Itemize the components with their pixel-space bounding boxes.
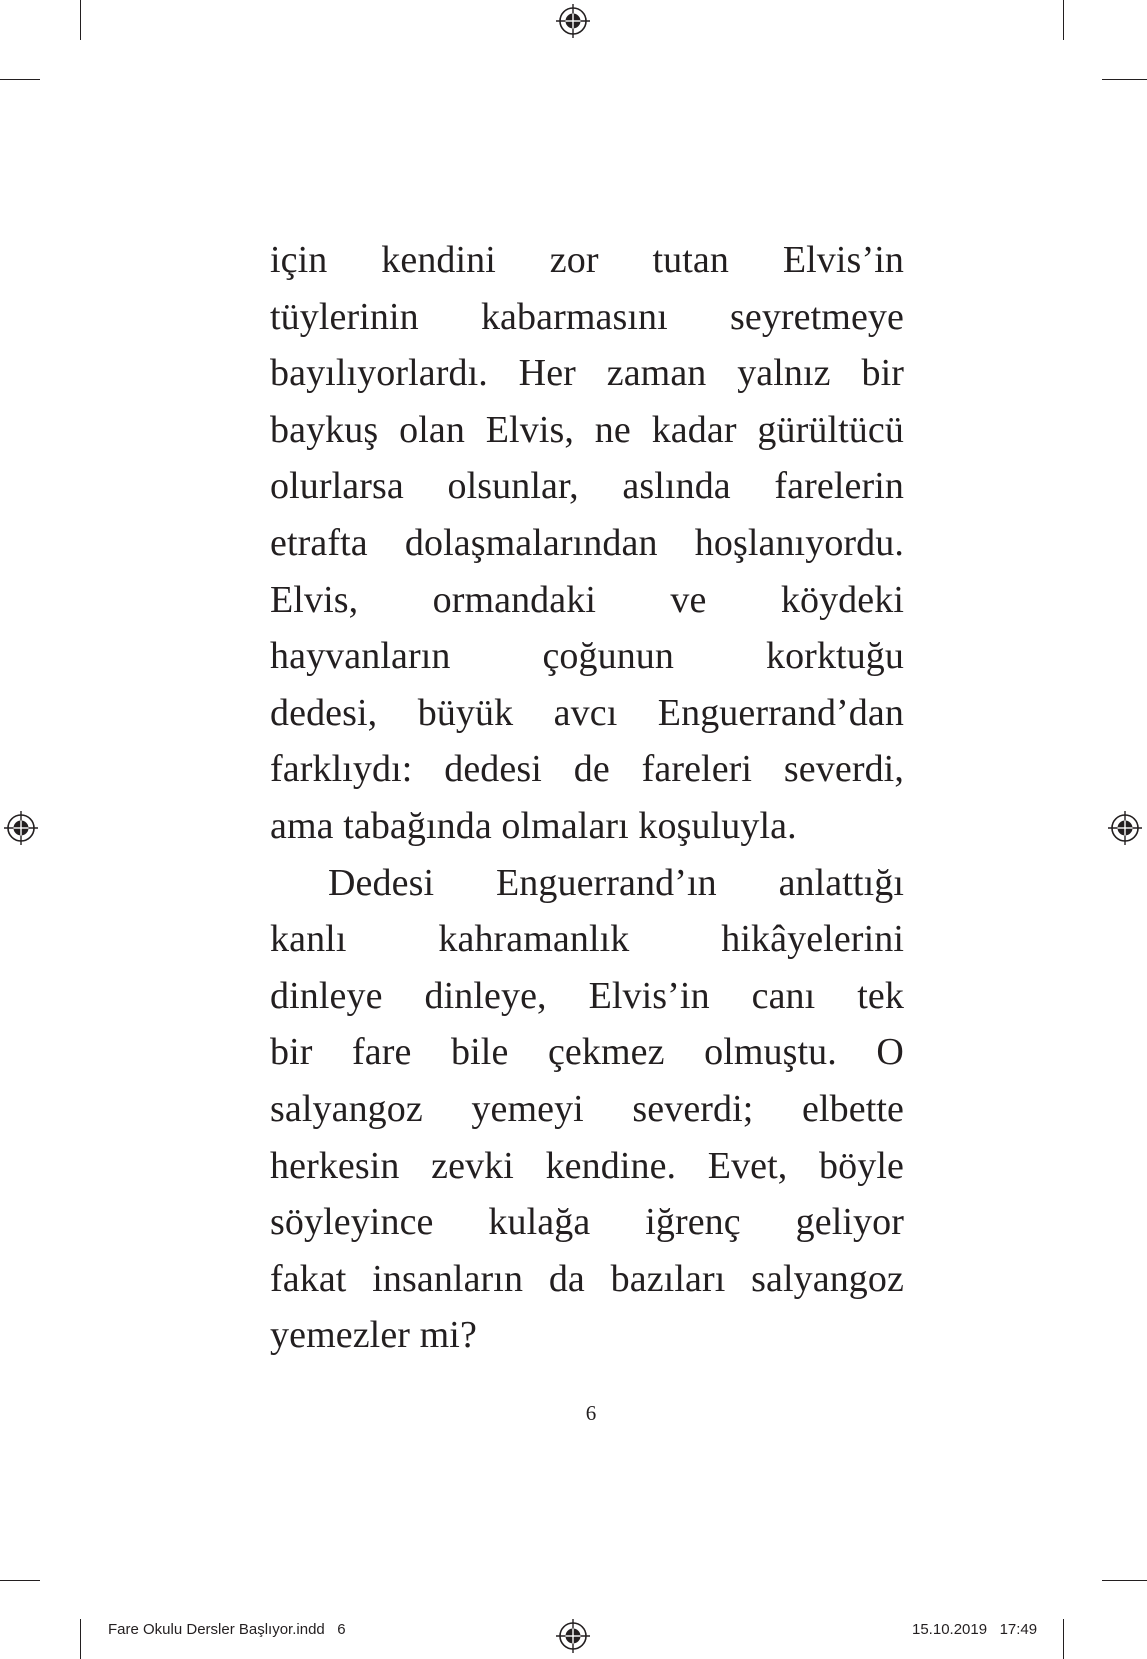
word: ama tabağında olmaları koşuluyla. xyxy=(270,804,797,847)
text-line xyxy=(270,628,904,685)
word: Evet, xyxy=(707,1144,788,1187)
text-line xyxy=(270,741,904,798)
word: canı xyxy=(751,974,816,1017)
crop-mark-left-bottom xyxy=(0,1580,40,1581)
word: kadar xyxy=(651,408,737,451)
word: kanlı xyxy=(270,918,347,961)
word: Elvis’in xyxy=(588,974,710,1017)
text-line xyxy=(270,402,904,459)
crop-mark-left-top xyxy=(0,79,40,80)
word: korktuğu xyxy=(765,635,904,678)
word: fareleri xyxy=(641,748,753,791)
text-line xyxy=(270,798,904,855)
word: salyangoz xyxy=(751,1257,904,1300)
word: böyle xyxy=(819,1144,904,1187)
word: farklıydı: xyxy=(270,748,413,791)
word: zor xyxy=(549,239,599,281)
word: zevki xyxy=(431,1144,514,1187)
text-line xyxy=(270,1251,904,1308)
crop-mark-right-top xyxy=(1102,79,1147,80)
word: Elvis, xyxy=(485,408,574,451)
page-number: 6 xyxy=(585,1401,597,1425)
word: dinleye, xyxy=(424,974,547,1017)
word: Enguerrand’dan xyxy=(657,691,904,734)
word: farelerin xyxy=(774,465,904,508)
word: Dedesi xyxy=(328,861,435,904)
word: fare xyxy=(352,1031,412,1074)
word: iğrenç xyxy=(645,1201,741,1244)
word: dinleye xyxy=(270,974,383,1017)
text-line xyxy=(270,289,904,346)
word: olsunlar, xyxy=(447,465,579,508)
word: kendine. xyxy=(545,1144,677,1187)
text-line xyxy=(270,345,904,402)
crop-mark-bottom-left xyxy=(80,1619,81,1659)
word: geliyor xyxy=(795,1201,904,1244)
word: severdi, xyxy=(783,748,904,791)
word: bir xyxy=(270,1031,313,1074)
text-line xyxy=(270,232,904,289)
word: olmuştu. xyxy=(704,1031,837,1074)
text-line xyxy=(270,968,904,1025)
word: yemezler mi? xyxy=(270,1314,477,1357)
word: salyangoz xyxy=(270,1087,423,1130)
word: hikâyelerini xyxy=(721,918,904,961)
word: insanların xyxy=(372,1257,524,1300)
crop-mark-top-left xyxy=(80,0,81,40)
text-line xyxy=(270,685,904,742)
word: hoşlanıyordu. xyxy=(694,521,904,564)
word: gürültücü xyxy=(757,408,904,451)
word: hayvanların xyxy=(270,635,451,678)
slug-timestamp: 15.10.2019 17:49 xyxy=(912,1621,1038,1638)
word: çekmez xyxy=(547,1031,665,1074)
body-text xyxy=(270,232,904,1364)
text-line xyxy=(270,458,904,515)
word: aslında xyxy=(622,465,731,508)
word: çoğunun xyxy=(542,635,675,678)
word: olan xyxy=(399,408,465,451)
text-line xyxy=(270,911,904,968)
word: dedesi, xyxy=(270,691,378,734)
text-line xyxy=(270,1024,904,1081)
word: tek xyxy=(857,974,904,1017)
word: seyretmeye xyxy=(729,295,904,338)
word: tutan xyxy=(652,239,729,281)
word: etrafta xyxy=(270,521,368,564)
slug-filename: Fare Okulu Dersler Başlıyor.indd 6 xyxy=(108,1621,346,1638)
word: kulağa xyxy=(488,1201,591,1244)
word: Elvis, xyxy=(270,578,359,621)
registration-mark-icon xyxy=(556,1619,590,1653)
registration-mark-icon xyxy=(4,811,38,845)
word: bir xyxy=(861,352,904,395)
text-line xyxy=(270,515,904,572)
word: severdi; xyxy=(632,1087,754,1130)
word: kendini xyxy=(381,239,496,281)
word: yemeyi xyxy=(471,1087,584,1130)
word: ormandaki xyxy=(432,578,597,621)
registration-mark-icon xyxy=(556,4,590,38)
word: da xyxy=(548,1257,585,1300)
word: fakat xyxy=(270,1257,347,1300)
word: baykuş xyxy=(270,408,379,451)
word: anlattığı xyxy=(778,861,904,904)
word: yalnız xyxy=(737,352,831,395)
word: tüylerinin xyxy=(270,295,419,338)
text-line xyxy=(270,572,904,629)
word: büyük xyxy=(417,691,514,734)
word: O xyxy=(876,1031,904,1074)
word: ve xyxy=(670,578,707,621)
text-line xyxy=(270,1081,904,1138)
word: elbette xyxy=(802,1087,904,1130)
word: kabarmasını xyxy=(480,295,668,338)
word: avcı xyxy=(553,691,618,734)
word: Enguerrand’ın xyxy=(495,861,717,904)
word: zaman xyxy=(606,352,707,395)
word: Her xyxy=(518,352,576,395)
word: ne xyxy=(594,408,631,451)
crop-mark-top-right xyxy=(1063,0,1064,40)
text-line xyxy=(270,855,904,912)
registration-mark-icon xyxy=(1108,811,1142,845)
word: bile xyxy=(451,1031,509,1074)
word: kahramanlık xyxy=(438,918,630,961)
word: dedesi xyxy=(444,748,542,791)
word: dolaşmalarından xyxy=(404,521,658,564)
word: söyleyince xyxy=(270,1201,434,1244)
text-line xyxy=(270,1138,904,1195)
word: de xyxy=(573,748,610,791)
word: herkesin xyxy=(270,1144,400,1187)
word: için xyxy=(270,239,328,281)
word: bayılıyorlardı. xyxy=(270,352,488,395)
text-line xyxy=(270,1307,904,1364)
word: köydeki xyxy=(780,578,904,621)
word: Elvis’in xyxy=(782,239,904,281)
word: olurlarsa xyxy=(270,465,404,508)
text-line xyxy=(270,1194,904,1251)
word: bazıları xyxy=(610,1257,726,1300)
crop-mark-bottom-right xyxy=(1063,1619,1064,1659)
crop-mark-right-bottom xyxy=(1102,1580,1147,1581)
